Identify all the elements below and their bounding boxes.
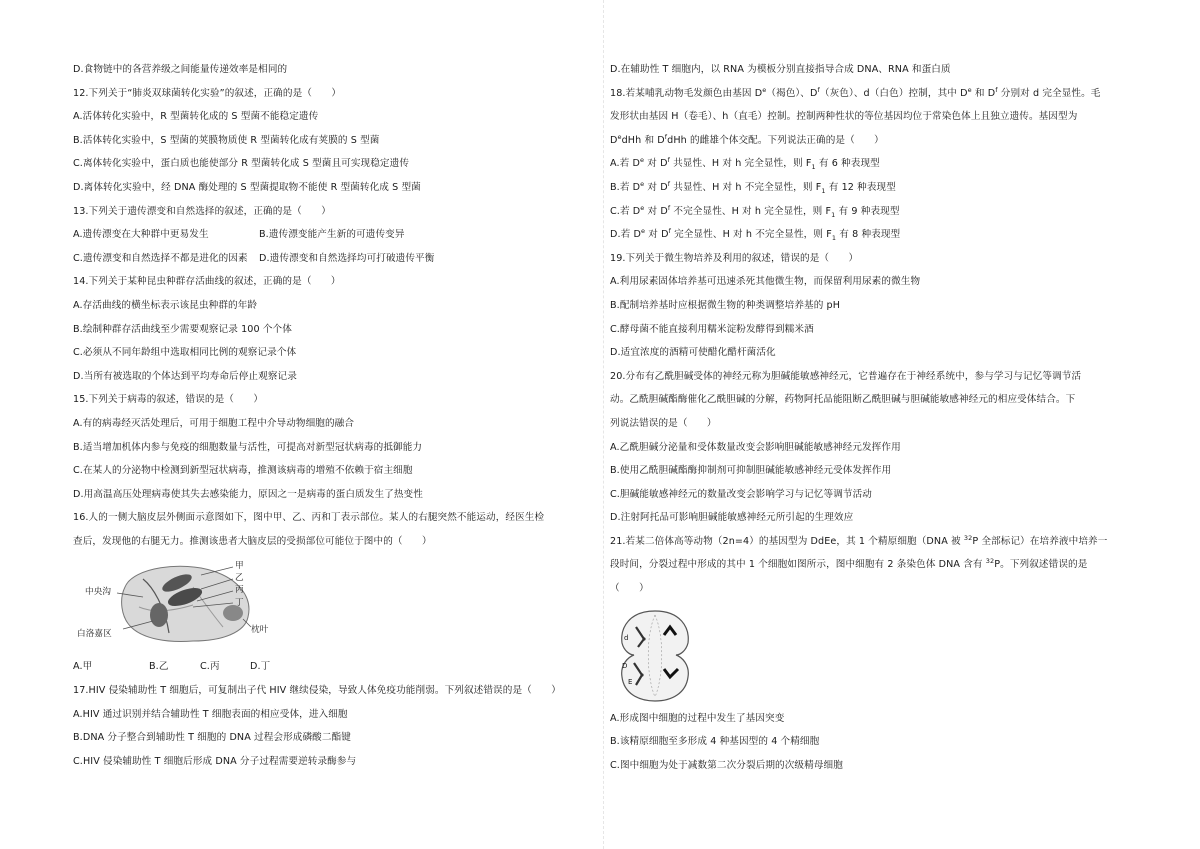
q18b-sub-1: 1: [821, 186, 826, 195]
cell-label-d-lower: D: [622, 661, 628, 670]
brain-label-jia: 甲: [235, 561, 244, 572]
q19-option-a: A.利用尿素固体培养基可迅速杀死其他微生物，而保留利用尿素的微生物: [610, 276, 921, 288]
q21-option-c: C.图中细胞为处于减数第二次分裂后期的次级精母细胞: [610, 759, 843, 771]
q21-stem-1b: P 全部标记）在培养液中培养一: [972, 535, 1108, 547]
q20-stem-line3: 列说法错误的是（ ）: [610, 417, 717, 429]
q18-option-c: [610, 200, 1138, 224]
left-column: [73, 58, 600, 773]
q13-option-b: B.遗传漂变能产生新的可遗传变异: [259, 229, 405, 241]
q19-stem: 19.下列关于微生物培养及利用的叙述，错误的是（ ）: [610, 252, 859, 264]
q18c-2: 对 D: [644, 205, 668, 217]
q18b-2: 对 D: [644, 181, 668, 193]
q15-option-c: C.在某人的分泌物中检测到新型冠状病毒，推测该病毒的增殖不依赖于宿主细胞: [73, 465, 413, 477]
q13-option-d: D.遗传漂变和自然选择均可打破遗传平衡: [259, 252, 435, 264]
q18c-sup-e: e: [640, 203, 645, 212]
q18d-4: 有 8 种表现型: [836, 229, 901, 241]
q13-option-c: C.遗传漂变和自然选择不都是进化的因素: [73, 252, 248, 264]
q18a-1: A.若 D: [610, 158, 640, 170]
q18a-sub-1: 1: [811, 163, 816, 172]
q21-stem-line3: （ ）: [610, 583, 649, 595]
q15-option-d: D.用高温高压处理病毒使其失去感染能力，原因之一是病毒的蛋白质发生了热变性: [73, 488, 423, 500]
q16-option-b: B.乙: [149, 661, 169, 673]
q21-stem-line1: [610, 530, 1138, 554]
q11-option-d: D.食物链中的各营养级之间能量传递效率是相同的: [73, 64, 288, 75]
q18-stem-line2: 发形状由基因 H（卷毛）、h（直毛）控制。控制两种性状的等位基因均位于常染色体上且独立遗传。基因型为: [610, 111, 1078, 123]
q18-stem-3c: dHh 的雌雄个体交配。下列说法正确的是（ ）: [667, 134, 884, 146]
q18b-3: 共显性、H 对 h 不完全显性，则 F: [670, 181, 822, 193]
q15-stem: 15.下列关于病毒的叙述，错误的是（ ）: [73, 394, 264, 406]
cell-label-d-upper: d: [624, 633, 629, 642]
q18-stem-line1: [610, 82, 1138, 106]
q20-option-b: B.使用乙酰胆碱酯酶抑制剂可抑制胆碱能敏感神经元受体发挥作用: [610, 465, 892, 477]
q13-stem: 13.下列关于遗传漂变和自然选择的叙述，正确的是（ ）: [73, 205, 331, 217]
q20-option-d: D.注射阿托品可影响胆碱能敏感神经元所引起的生理效应: [610, 512, 854, 524]
right-column: [610, 58, 1138, 777]
q18d-2: 对 D: [645, 229, 669, 241]
q21-stem-line2: [610, 553, 1138, 577]
q21-option-b: B.该精原细胞至多形成 4 种基因型的 4 个精细胞: [610, 736, 820, 748]
q18-option-a: [610, 152, 1138, 176]
q17-option-c: C.HIV 侵染辅助性 T 细胞后形成 DNA 分子过程需要逆转录酶参与: [73, 755, 357, 767]
q18d-3: 完全显性、H 对 h 不完全显性，则 F: [670, 229, 832, 241]
brain-label-bing: 丙: [235, 585, 244, 596]
q20-stem-line2: 动。乙酰胆碱酯酶催化乙酰胆碱的分解，药物阿托品能阻断乙酰胆碱与胆碱能敏感神经元的相应受体结合。下: [610, 394, 1076, 406]
q16-options: [73, 655, 600, 679]
q15-option-b: B.适当增加机体内参与免疫的细胞数量与活性，可提高对新型冠状病毒的抵御能力: [73, 441, 423, 453]
q18-sup-f2: f: [995, 85, 998, 94]
q12-option-a: A.活体转化实验中，R 型菌转化成的 S 型菌不能稳定遗传: [73, 111, 319, 123]
q14-option-b: B.绘制种群存活曲线至少需要观察记录 100 个个体: [73, 323, 292, 335]
q13-options-cd: [73, 247, 600, 271]
q18a-4: 有 6 种表现型: [815, 158, 880, 170]
q13-options-ab: [73, 223, 600, 247]
q20-option-c: C.胆碱能敏感神经元的数量改变会影响学习与记忆等调节活动: [610, 488, 872, 500]
q12-option-b: B.活体转化实验中，S 型菌的荚膜物质使 R 型菌转化成有荚膜的 S 型菌: [73, 134, 380, 146]
q12-option-c: C.离体转化实验中，蛋白质也能使部分 R 型菌转化成 S 型菌且可实现稳定遗传: [73, 158, 410, 170]
q19-option-b: B.配制培养基时应根据微生物的种类调整培养基的 pH: [610, 299, 841, 311]
q18a-sup-f: f: [667, 156, 670, 165]
q21-option-a: A.形成图中细胞的过程中发生了基因突变: [610, 712, 785, 724]
q18a-sup-e: e: [639, 156, 645, 165]
q21-sup-32b: 32: [985, 557, 995, 566]
q18c-4: 有 9 种表现型: [835, 205, 900, 217]
cell-label-e-lower: E: [628, 677, 633, 686]
q16-stem-line1: 16.人的一侧大脑皮层外侧面示意图如下，图中甲、乙、丙和丁表示部位。某人的右腿突然不能运动，经医生检: [73, 512, 545, 524]
q12-stem: 12.下列关于“肺炎双球菌转化实验”的叙述，正确的是（ ）: [73, 87, 342, 99]
q18c-sub-1: 1: [831, 210, 836, 219]
q16-option-c: C.丙: [200, 661, 220, 673]
q18b-sup-f: f: [667, 179, 671, 188]
brain-cortex-figure: [73, 557, 273, 653]
q17-stem: 17.HIV 侵染辅助性 T 细胞后，可复制出子代 HIV 继续侵染，导致人体免疫功能削弱。下列叙述错误的是（ ）: [73, 685, 561, 697]
q17-option-a: A.HIV 通过识别并结合辅助性 T 细胞表面的相应受体，进入细胞: [73, 708, 348, 720]
q18d-sub-1: 1: [831, 234, 837, 243]
q12-option-d: D.离体转化实验中，经 DNA 酶处理的 S 型菌提取物不能使 R 型菌转化成 S 型菌: [73, 181, 421, 193]
q18b-sup-e: e: [640, 179, 645, 188]
q18-option-d: [610, 223, 1138, 247]
q15-option-a: A.有的病毒经灭活处理后，可用于细胞工程中介导动物细胞的融合: [73, 417, 355, 429]
q19-option-c: C.酵母菌不能直接利用糯米淀粉发酵得到糯米酒: [610, 323, 814, 335]
q18b-4: 有 12 种表现型: [825, 181, 896, 193]
q21-sup-32: 32: [963, 533, 973, 542]
q20-option-a: A.乙酰胆碱分泌量和受体数量改变会影响胆碱能敏感神经元发挥作用: [610, 441, 901, 453]
cell-drawing: [610, 605, 700, 705]
q18-sup-f3: f: [664, 132, 668, 141]
q18-stem-1a: 18.若某哺乳动物毛发颜色由基因 D: [610, 87, 763, 99]
brain-label-central-sulcus: 中央沟: [85, 587, 112, 598]
q16-option-d: D.丁: [250, 661, 271, 673]
q18-stem-1b: （褐色）、D: [766, 87, 818, 99]
brain-label-yi: 乙: [235, 573, 244, 584]
q18-stem-1e: 分别对 d 完全显性。毛: [997, 87, 1101, 99]
q13-option-a: A.遗传漂变在大种群中更易发生: [73, 229, 209, 241]
q18d-sup-e: e: [640, 226, 646, 235]
q21-stem-2b: P。下列叙述错误的是: [994, 559, 1088, 571]
q19-option-d: D.适宜浓度的酒精可使醋化醋杆菌活化: [610, 347, 776, 359]
q18d-1: D.若 D: [610, 229, 641, 241]
brain-label-wernicke: 白洛嘉区: [77, 629, 112, 640]
q18c-sup-f: f: [667, 203, 671, 212]
q16-option-a: A.甲: [73, 661, 93, 673]
q18-stem-line3: [610, 129, 1138, 153]
q18-sup-e3: e: [617, 132, 622, 141]
q18b-1: B.若 D: [610, 181, 641, 193]
q18-stem-3b: dHh 和 D: [621, 134, 665, 146]
q14-option-c: C.必须从不同年龄组中选取相同比例的观察记录个体: [73, 347, 297, 359]
dividing-cell-figure: [610, 605, 700, 705]
brain-label-occipital: 枕叶: [251, 625, 269, 636]
q18-stem-3a: D: [610, 134, 618, 146]
q18a-2: 对 D: [644, 158, 668, 170]
q18-stem-1c: （灰色）、d（白色）控制，其中 D: [819, 87, 968, 99]
q20-stem-line1: 20.分布有乙酰胆碱受体的神经元称为胆碱能敏感神经元，它普遍存在于神经系统中，参与学习与记忆等调节活: [610, 370, 1082, 382]
q18c-1: C.若 D: [610, 205, 641, 217]
q16-stem-line2: 查后，发现他的右腿无力。推测该患者大脑皮层的受损部位可能位于图中的（ ）: [73, 535, 432, 547]
q17-option-d: D.在辅助性 T 细胞内，以 RNA 为模板分别直接指导合成 DNA、RNA 和蛋白质: [610, 64, 951, 75]
brain-label-ding: 丁: [235, 598, 244, 609]
q18-sup-e2: e: [967, 85, 972, 94]
q18c-3: 不完全显性、H 对 h 完全显性，则 F: [670, 205, 832, 217]
q21-stem-1a: 21.若某二倍体高等动物（2n=4）的基因型为 DdEe，其 1 个精原细胞（DNA 被: [610, 535, 964, 547]
q17-option-b: B.DNA 分子整合到辅助性 T 细胞的 DNA 过程会形成磷酸二酯键: [73, 732, 351, 744]
q18-option-b: [610, 176, 1138, 200]
q18-sup-f: f: [817, 85, 820, 94]
q14-option-a: A.存活曲线的横坐标表示该昆虫种群的年龄: [73, 299, 258, 311]
q18a-3: 共显性、H 对 h 完全显性，则 F: [669, 158, 812, 170]
q21-stem-2a: 段时间，分裂过程中形成的其中 1 个细胞如图所示，图中细胞有 2 条染色体 DNA 含有: [610, 559, 986, 571]
q14-stem: 14.下列关于某种昆虫种群存活曲线的叙述，正确的是（ ）: [73, 276, 341, 288]
q18-sup-e: e: [762, 85, 767, 94]
q14-option-d: D.当所有被选取的个体达到平均寿命后停止观察记录: [73, 370, 297, 382]
q18-stem-1d: 和 D: [971, 87, 996, 99]
q18d-sup-f: f: [668, 226, 671, 235]
column-divider: [603, 0, 604, 849]
